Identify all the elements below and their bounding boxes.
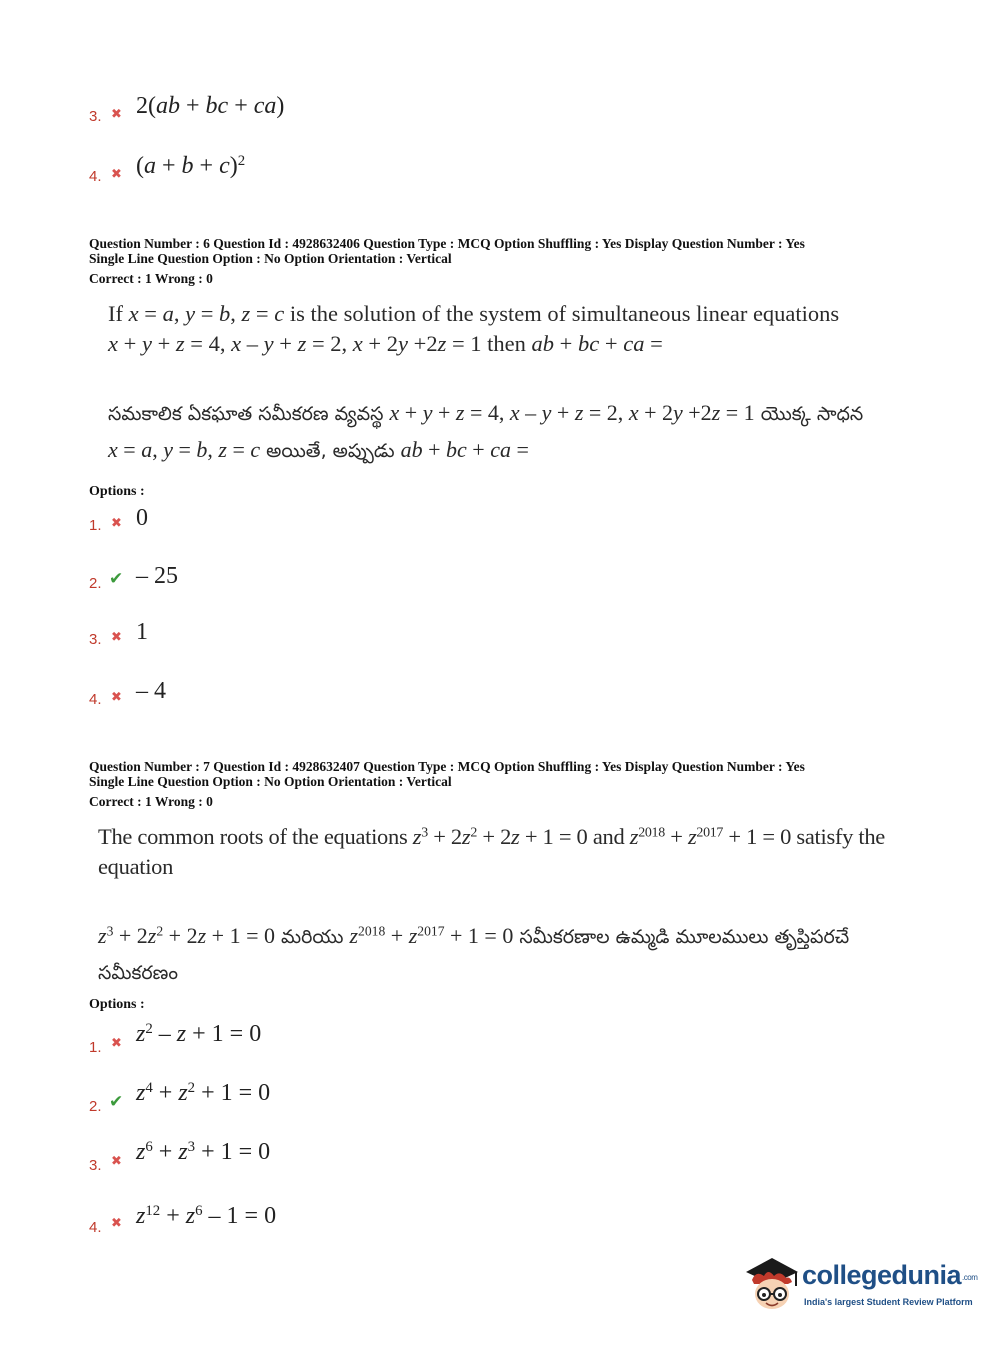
- wrong-mark-icon: ✖: [111, 1216, 122, 1231]
- option-number: 3.: [89, 1157, 102, 1174]
- meta-line: Single Line Question Option : No Option Orientation : Vertical: [89, 774, 452, 789]
- option-number: 4.: [89, 168, 102, 185]
- wrong-mark-icon: ✖: [111, 107, 122, 122]
- question-text-english: If x = a, y = b, z = c is the solution of the system of simultaneous linear equations x + y + z = 4, x – y + z = 2, x + 2y +2z = 1 then ab + bc + ca =: [108, 301, 840, 356]
- text-fragment: and: [592, 824, 625, 849]
- text-fragment: then: [487, 331, 526, 356]
- mascot-icon: [742, 1250, 802, 1316]
- logo-name: collegedunia: [802, 1260, 962, 1290]
- option-math: $z^4 + z^2 + 1 = 0$: [136, 1079, 271, 1106]
- logo-tagline: India's largest Student Review Platform: [804, 1297, 973, 1307]
- question-score: Correct : 1 Wrong : 0: [89, 794, 213, 809]
- question-score: Correct : 1 Wrong : 0: [89, 271, 213, 286]
- question-meta: [89, 759, 805, 789]
- text-fragment: అయితే, అప్పుడు: [266, 440, 395, 462]
- text-fragment: యొక్క సాధన: [760, 403, 864, 425]
- option-value: – 4: [136, 678, 166, 704]
- logo-wordmark: [802, 1260, 977, 1291]
- wrong-mark-icon: ✖: [111, 1036, 122, 1051]
- wrong-mark-icon: ✖: [111, 167, 122, 182]
- option-math: $z^2 - z + 1 = 0$: [136, 1020, 262, 1047]
- option-number: 4.: [89, 1219, 102, 1236]
- text-fragment: satisfy the: [796, 824, 885, 849]
- correct-mark-icon: ✔: [109, 1092, 124, 1112]
- option-math: $z^6 + z^3 + 1 = 0$: [136, 1138, 271, 1165]
- option-number: 3.: [89, 631, 102, 648]
- wrong-mark-icon: ✖: [111, 690, 122, 705]
- meta-line: Question Number : 7 Question Id : 4928632407 Question Type : MCQ Option Shuffling : Yes Display Question Number : Yes: [89, 759, 805, 774]
- option-math: $(a + b + c)^2$: [136, 152, 246, 179]
- option-value: 0: [136, 505, 148, 531]
- question-text-telugu: సమకాలిక ఏకఘాత సమీకరణ వ్యవస్థ x + y + z = 4, x – y + z = 2, x + 2y +2z = 1 యొక్క సాధన x = a, y = b, z = c అయితే, అప్పుడు ab + bc + ca =: [108, 400, 864, 462]
- text-fragment: సమీకరణం: [98, 962, 178, 984]
- options-label: Options :: [89, 484, 145, 499]
- collegedunia-logo: [742, 1250, 978, 1316]
- option-value: – 25: [136, 563, 178, 589]
- text-fragment: సమకాలిక ఏకఘాత సమీకరణ వ్యవస్థ: [108, 403, 384, 425]
- wrong-mark-icon: ✖: [111, 516, 122, 531]
- option-number: 1.: [89, 1039, 102, 1056]
- meta-line: Question Number : 6 Question Id : 4928632406 Question Type : MCQ Option Shuffling : Yes Display Question Number : Yes: [89, 236, 805, 251]
- option-number: 4.: [89, 691, 102, 708]
- question-text-english: The common roots of the equations $z^3 + 2z^2 + 2z + 1 = 0$ and $z^{2018} + z^{2017} + 1 = 0$ satisfy the equation: [98, 822, 908, 882]
- meta-line: Single Line Question Option : No Option Orientation : Vertical: [89, 251, 452, 266]
- option-value: 1: [136, 619, 148, 645]
- text-fragment: The common roots of the equations: [98, 824, 408, 849]
- text-fragment: If: [108, 301, 123, 326]
- question-text-telugu: $z^3 + 2z^2 + 2z + 1 = 0$ మరియు $z^{2018} + z^{2017} + 1 = 0$ సమీకరణాల ఉమ్మడి మూలములు తృప్తిపరచే సమీకరణం: [98, 918, 908, 991]
- option-math: 2(ab + bc + ca): [136, 93, 285, 119]
- option-number: 3.: [89, 108, 102, 125]
- text-fragment: is the solution of the system of simultaneous linear equations: [289, 301, 840, 326]
- text-fragment: equation: [98, 854, 174, 879]
- options-label: Options :: [89, 997, 145, 1012]
- option-number: 1.: [89, 517, 102, 534]
- logo-suffix: .com: [962, 1273, 978, 1282]
- wrong-mark-icon: ✖: [111, 1154, 122, 1169]
- option-number: 2.: [89, 1098, 102, 1115]
- wrong-mark-icon: ✖: [111, 630, 122, 645]
- correct-mark-icon: ✔: [109, 569, 124, 589]
- text-fragment: సమీకరణాల ఉమ్మడి మూలములు తృప్తిపరచే: [519, 926, 850, 948]
- option-number: 2.: [89, 575, 102, 592]
- question-meta: [89, 236, 805, 266]
- text-fragment: మరియు: [281, 926, 344, 948]
- option-math: $z^{12} + z^6 - 1 = 0$: [136, 1202, 277, 1229]
